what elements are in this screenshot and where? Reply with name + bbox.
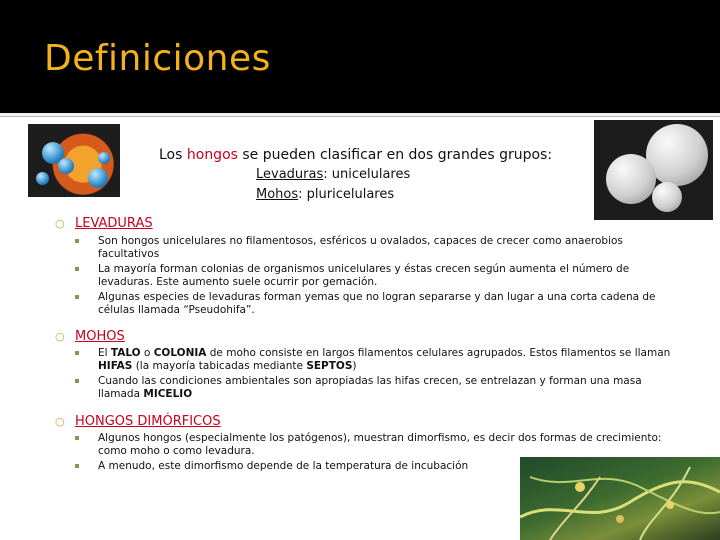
- bullet-item: [75, 347, 675, 373]
- intro-highlight: hongos: [186, 147, 238, 163]
- bullet-marker-icon: ○: [55, 217, 65, 230]
- bullet-text: Algunas especies de levaduras forman yemas que no logran separarse y dan lugar a una corta cadena de células llamada “Pseudohifa”.: [98, 291, 656, 316]
- yeast-cells-image: [28, 124, 120, 197]
- hyphae-drawing: [520, 457, 720, 540]
- bullet-item: [75, 263, 675, 289]
- bullet-text: Cuando las condiciones ambientales son apropiadas las hifas crecen, se entrelazan y forman una masa llamada MICELIO: [98, 375, 642, 400]
- group-yeasts: [256, 167, 410, 182]
- mold-hyphae-image: [520, 457, 720, 540]
- cell-shape: [36, 172, 49, 185]
- title-divider: [0, 113, 720, 117]
- cell-shape: [88, 168, 108, 188]
- intro-text: se pueden clasificar en dos grandes grupos:: [237, 147, 553, 163]
- bullet-item: [75, 375, 675, 401]
- bullet-item: [75, 460, 515, 474]
- square-bullet-icon: [75, 436, 79, 440]
- square-bullet-icon: [75, 267, 79, 271]
- bullet-item: [75, 432, 675, 458]
- square-bullet-icon: [75, 239, 79, 243]
- cell-shape: [98, 152, 110, 164]
- section-heading-text: LEVADURAS: [75, 216, 153, 231]
- bullet-text: A menudo, este dimorfismo depende de la temperatura de incubación: [98, 460, 469, 472]
- slide-title: Definiciones: [44, 38, 271, 79]
- square-bullet-icon: [75, 464, 79, 468]
- cell-shape: [606, 154, 656, 204]
- bullet-text: El TALO o COLONIA de moho consiste en largos filamentos celulares agrupados. Estos filamentos se llaman HIFAS (la mayoría tabicadas mediante SEPTOS): [98, 347, 671, 372]
- group-molds: [256, 187, 394, 202]
- section-heading-text: HONGOS DIMÓRFICOS: [75, 414, 221, 429]
- square-bullet-icon: [75, 295, 79, 299]
- square-bullet-icon: [75, 379, 79, 383]
- section-heading-hongos-dimorficos: [55, 414, 221, 429]
- yeast-micrograph-image: [594, 120, 713, 220]
- cell-shape: [652, 182, 682, 212]
- bullet-text: Algunos hongos (especialmente los patógenos), muestran dimorfismo, es decir dos formas de crecimiento: como moho o como levadura.: [98, 432, 662, 457]
- intro-sentence: [159, 147, 552, 163]
- bullet-text: La mayoría forman colonias de organismos unicelulares y éstas crecen según aumenta el número de levaduras. Este aumento suele ocurrir por gemación.: [98, 263, 630, 288]
- intro-text: Los: [159, 147, 187, 163]
- section-heading-mohos: [55, 329, 125, 344]
- group-name: Mohos: [256, 187, 299, 202]
- group-name: Levaduras: [256, 167, 324, 182]
- cell-shape: [58, 158, 74, 174]
- square-bullet-icon: [75, 351, 79, 355]
- bullet-item: [75, 235, 675, 261]
- bullet-text: Son hongos unicelulares no filamentosos, esféricos u ovalados, capaces de crecer como anaerobios facultativos: [98, 235, 623, 260]
- section-heading-levaduras: [55, 216, 153, 231]
- bullet-item: [75, 291, 675, 317]
- group-desc: : unicelulares: [323, 167, 411, 182]
- bullet-marker-icon: ○: [55, 415, 65, 428]
- section-heading-text: MOHOS: [75, 329, 125, 344]
- group-desc: : pluricelulares: [298, 187, 395, 202]
- bullet-marker-icon: ○: [55, 330, 65, 343]
